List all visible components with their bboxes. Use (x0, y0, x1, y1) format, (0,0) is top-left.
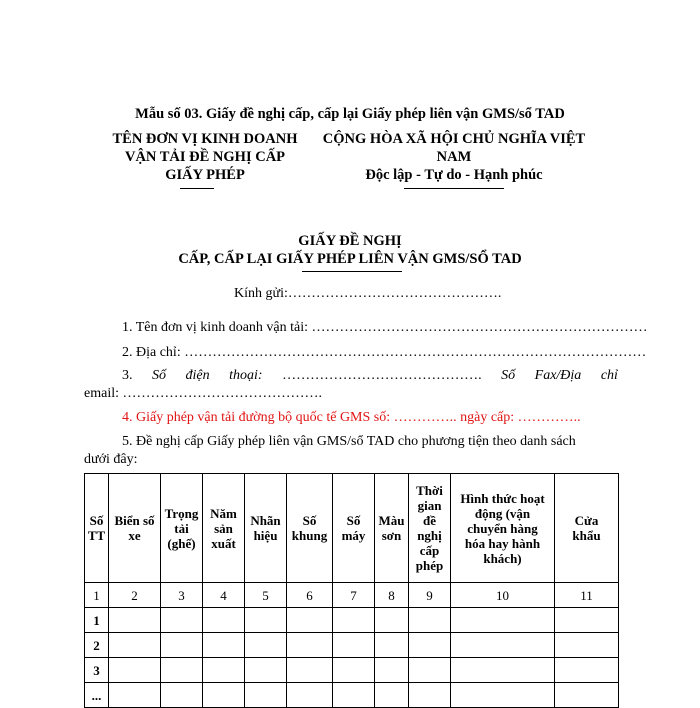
business-unit-line-3: GIẤY PHÉP (165, 167, 245, 183)
table-header-row (85, 474, 619, 583)
table-cell (333, 658, 375, 683)
table-cell (451, 633, 555, 658)
col-header-operation-type: Hình thức hoạt động (vận chuyển hàng hóa hay hành khách) (451, 474, 555, 583)
table-cell (203, 683, 245, 708)
col-header-stt: Số TT (85, 474, 109, 583)
table-cell (375, 608, 409, 633)
country-name-line-2: NAM (436, 149, 472, 165)
phone-part-6: Số (501, 368, 516, 383)
col-header-brand: Nhãn hiệu (245, 474, 287, 583)
phone-part-4: thoại: (229, 368, 263, 383)
col-num: 8 (375, 583, 409, 608)
col-num: 6 (287, 583, 333, 608)
table-cell (203, 658, 245, 683)
table-cell (555, 683, 619, 708)
col-header-engine: Số máy (333, 474, 375, 583)
col-header-plate: Biển số xe (109, 474, 161, 583)
country-name-line-1: CỘNG HÒA XÃ HỘI CHỦ NGHĨA VIỆT (322, 131, 586, 147)
table-cell (409, 608, 451, 633)
document-title-line-2: CẤP, CẤP LẠI GIẤY PHÉP LIÊN VẬN GMS/SỔ TAD (178, 251, 522, 267)
field-phone-fax-email (122, 368, 618, 384)
phone-part-3: điện (185, 368, 210, 383)
table-cell (161, 608, 203, 633)
national-motto-header (318, 130, 590, 184)
phone-part-2: Số (152, 368, 167, 383)
table-cell (109, 658, 161, 683)
phone-part-7: Fax/Địa (534, 368, 582, 383)
col-header-duration: Thời gian đề nghị cấp phép (409, 474, 451, 583)
table-cell (375, 658, 409, 683)
field-email: email: ……………………………………. (84, 386, 322, 401)
field-request-line-2: dưới đây: (84, 452, 138, 467)
business-unit-line-1: TÊN ĐƠN VỊ KINH DOANH (112, 131, 298, 147)
table-cell (333, 633, 375, 658)
col-num: 10 (451, 583, 555, 608)
table-row (85, 608, 619, 633)
field-gms-license: 4. Giấy phép vận tải đường bộ quốc tế GMS số: ………….. ngày cấp: ………….. (122, 410, 581, 425)
table-cell (203, 633, 245, 658)
row-label: 3 (85, 658, 109, 683)
col-num: 9 (409, 583, 451, 608)
phone-part-1: 3. (122, 368, 133, 383)
table-row (85, 683, 619, 708)
table-cell (555, 658, 619, 683)
table-cell (161, 683, 203, 708)
title-underline (302, 271, 402, 272)
table-cell (161, 633, 203, 658)
phone-part-8: chỉ (600, 368, 618, 383)
field-request-line-1: 5. Đề nghị cấp Giấy phép liên vận GMS/sổ TAD cho phương tiện theo danh sách (122, 434, 576, 449)
col-header-border-gate: Cửa khẩu (555, 474, 619, 583)
col-header-year: Năm sản xuất (203, 474, 245, 583)
col-header-chassis: Số khung (287, 474, 333, 583)
table-cell (109, 633, 161, 658)
table-cell (555, 608, 619, 633)
col-num: 11 (555, 583, 619, 608)
table-cell (245, 633, 287, 658)
table-cell (333, 683, 375, 708)
col-num: 2 (109, 583, 161, 608)
table-cell (287, 658, 333, 683)
col-header-color: Màu sơn (375, 474, 409, 583)
table-cell (109, 683, 161, 708)
table-cell (451, 683, 555, 708)
right-header-underline (404, 188, 504, 189)
field-address: 2. Địa chỉ: ……………………………………………………………………………………… (122, 345, 647, 360)
col-num: 7 (333, 583, 375, 608)
motto-line: Độc lập - Tự do - Hạnh phúc (365, 167, 543, 183)
table-cell (409, 683, 451, 708)
document-title-line-1: GIẤY ĐỀ NGHỊ (298, 233, 402, 249)
table-cell (451, 658, 555, 683)
row-label: 1 (85, 608, 109, 633)
table-cell (109, 608, 161, 633)
table-row (85, 658, 619, 683)
table-cell (555, 633, 619, 658)
table-cell (409, 633, 451, 658)
table-cell (409, 658, 451, 683)
col-num: 1 (85, 583, 109, 608)
business-unit-header (105, 130, 305, 184)
table-cell (245, 658, 287, 683)
table-cell (245, 683, 287, 708)
col-num: 4 (203, 583, 245, 608)
column-number-row (85, 583, 619, 608)
table-cell (451, 608, 555, 633)
row-label: ... (85, 683, 109, 708)
left-header-underline (180, 188, 214, 189)
form-title: Mẫu số 03. Giấy đề nghị cấp, cấp lại Giấy phép liên vận GMS/sổ TAD (135, 106, 565, 122)
table-cell (287, 633, 333, 658)
phone-part-5: ……………………………………. (282, 368, 482, 383)
table-cell (287, 683, 333, 708)
table-cell (375, 683, 409, 708)
document-title (0, 232, 700, 268)
recipient-line: Kính gửi:………………………………………. (234, 286, 502, 301)
business-unit-line-2: VẬN TẢI ĐỀ NGHỊ CẤP (124, 149, 286, 165)
row-label: 2 (85, 633, 109, 658)
table-row (85, 633, 619, 658)
table-cell (287, 608, 333, 633)
table-cell (161, 658, 203, 683)
table-cell (245, 608, 287, 633)
table-cell (333, 608, 375, 633)
col-header-capacity: Trọng tải (ghế) (161, 474, 203, 583)
field-business-name: 1. Tên đơn vị kinh doanh vận tải: ……………………………………………………………… (122, 320, 648, 335)
col-num: 3 (161, 583, 203, 608)
col-num: 5 (245, 583, 287, 608)
table-cell (203, 608, 245, 633)
table-cell (375, 633, 409, 658)
vehicle-table (84, 473, 619, 708)
